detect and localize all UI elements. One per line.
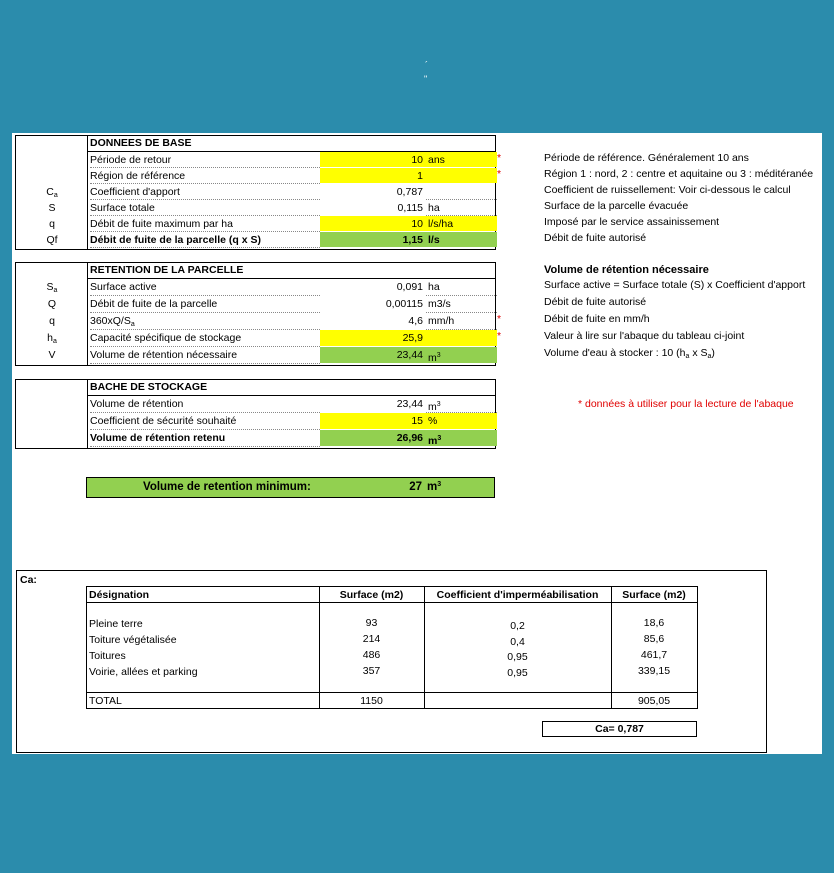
base-unit — [426, 168, 497, 183]
bache-title: BACHE DE STOCKAGE — [90, 381, 208, 393]
base-title: DONNEES DE BASE — [90, 137, 192, 149]
ca-header-designation: Désignation — [89, 589, 150, 601]
retention-asterisk: * — [497, 330, 502, 342]
retention-row — [16, 279, 495, 296]
minimum-box — [86, 477, 495, 498]
ca-row-designation: Toitures — [89, 650, 126, 662]
base-note: Période de référence. Généralement 10 ans — [544, 152, 749, 164]
ca-row-coefficient: 0,95 — [507, 667, 528, 679]
retention-value: 23,44 — [320, 347, 426, 363]
retention-symbol: $S_a$ — [46, 281, 58, 294]
retention-unit: $m^3$ — [426, 347, 497, 363]
retention-row — [16, 313, 495, 330]
ca-total-weighted: 905,05 — [637, 695, 671, 707]
ca-header-surface-weighted: Surface (m2) — [622, 589, 686, 601]
retention-row — [16, 296, 495, 313]
bache-row — [16, 430, 495, 447]
base-value: 0,115 — [397, 202, 423, 214]
retention-row — [16, 347, 495, 364]
retention-note: Volume d'eau à stocker : 10 ($h_a$ x $S_a$) — [544, 347, 715, 360]
retention-table — [15, 262, 496, 366]
base-asterisk: * — [497, 152, 502, 164]
retention-unit — [426, 330, 497, 346]
base-label: Coefficient d'apport — [90, 184, 320, 200]
top-mark-2: " — [424, 74, 428, 84]
base-row — [16, 216, 495, 232]
retention-label: $360xQ/S_a$ — [90, 313, 320, 330]
retention-symbol: q — [49, 315, 55, 327]
base-unit: ha — [426, 200, 497, 216]
base-note: Coefficient de ruissellement: Voir ci-dessous le calcul — [544, 184, 791, 196]
ca-row-weighted-surface: 18,6 — [643, 617, 665, 629]
base-symbol: $C_a$ — [46, 186, 58, 199]
top-mark-1: ´ — [425, 60, 428, 70]
minimum-unit: $m^3$ — [427, 481, 442, 493]
base-row — [16, 200, 495, 216]
retention-label: Surface active — [90, 279, 320, 296]
base-value: 0,787 — [396, 186, 423, 198]
base-label: Période de retour — [90, 152, 320, 168]
retention-value: 4,6 — [408, 315, 423, 327]
base-symbol: Qf — [46, 234, 58, 246]
retention-note: Débit de fuite en mm/h — [544, 313, 650, 325]
bache-table — [15, 379, 496, 449]
minimum-label: Volume de retention minimum: — [143, 481, 311, 493]
bache-value: 26,96 — [320, 430, 426, 446]
ca-total-label: TOTAL — [89, 695, 122, 707]
ca-row-surface: 486 — [362, 649, 381, 661]
base-row — [16, 168, 495, 184]
base-label: Région de référence — [90, 168, 320, 184]
base-unit: l/s/ha — [426, 216, 497, 231]
bache-row — [16, 396, 495, 413]
ca-row-weighted-surface: 85,6 — [643, 633, 665, 645]
ca-result: Ca= 0,787 — [542, 721, 697, 737]
ca-row-coefficient: 0,95 — [507, 651, 528, 663]
base-unit: ans — [426, 152, 497, 167]
ca-row-designation: Pleine terre — [89, 618, 143, 630]
bache-unit: $m^3$ — [426, 396, 497, 413]
base-unit: l/s — [426, 232, 497, 247]
ca-row-coefficient: 0,4 — [510, 636, 525, 648]
base-value: 1,15 — [320, 232, 426, 247]
abaque-footnote: * données à utiliser pour la lecture de l'abaque — [578, 398, 794, 410]
ca-header-coefficient: Coefficient d'imperméabilisation — [436, 589, 599, 601]
bache-unit: $m^3$ — [426, 430, 497, 446]
ca-box — [16, 570, 767, 753]
retention-symbol: Q — [47, 298, 57, 310]
ca-box-label: Ca: — [20, 574, 37, 586]
bache-unit: % — [426, 413, 497, 429]
base-symbol: S — [48, 202, 56, 214]
retention-unit: ha — [426, 279, 497, 296]
minimum-value: 27 — [409, 481, 422, 493]
retention-row — [16, 330, 495, 347]
base-note: Débit de fuite autorisé — [544, 232, 647, 244]
bache-label: Volume de rétention — [90, 396, 320, 413]
bache-row — [16, 413, 495, 430]
ca-total-surface: 1150 — [360, 695, 383, 707]
retention-value: 0,00115 — [385, 298, 423, 310]
bache-value: 23,44 — [396, 398, 423, 410]
bache-label: Coefficient de sécurité souhaité — [90, 413, 320, 430]
retention-value: 25,9 — [320, 330, 426, 346]
retention-note: Débit de fuite autorisé — [544, 296, 647, 308]
base-symbol: q — [49, 218, 55, 230]
ca-row-coefficient: 0,2 — [510, 620, 525, 632]
retention-note: Valeur à lire sur l'abaque du tableau ci-joint — [544, 330, 745, 342]
retention-label: Volume de rétention nécessaire — [90, 347, 320, 364]
retention-note: Surface active = Surface totale (S) x Coefficient d'apport — [544, 279, 806, 291]
bache-value: 15 — [320, 413, 426, 429]
ca-row-weighted-surface: 339,15 — [637, 665, 671, 677]
bache-label: Volume de rétention retenu — [90, 430, 320, 447]
retention-value: 0,091 — [396, 281, 423, 293]
base-note: Région 1 : nord, 2 : centre et aquitaine ou 3 : méditéranée — [544, 168, 814, 180]
retention-label: Capacité spécifique de stockage — [90, 330, 320, 347]
base-unit — [426, 184, 497, 200]
ca-row-surface: 214 — [362, 633, 381, 645]
ca-row-designation: Voirie, allées et parking — [89, 666, 198, 678]
retention-side-title: Volume de rétention nécessaire — [544, 264, 709, 276]
base-label: Surface totale — [90, 200, 320, 216]
retention-symbol: V — [48, 349, 56, 361]
base-label: Débit de fuite de la parcelle (q x S) — [90, 232, 320, 248]
retention-asterisk: * — [497, 313, 502, 325]
base-row — [16, 184, 495, 200]
retention-unit: mm/h — [426, 313, 497, 330]
retention-symbol: $h_a$ — [47, 332, 57, 345]
base-note: Surface de la parcelle évacuée — [544, 200, 689, 212]
base-value: 10 — [320, 152, 426, 167]
base-row — [16, 152, 495, 168]
ca-header-surface: Surface (m2) — [339, 589, 404, 601]
ca-table — [86, 586, 698, 709]
ca-row-surface: 93 — [365, 617, 378, 629]
base-asterisk: * — [497, 168, 502, 180]
ca-row-designation: Toiture végétalisée — [89, 634, 177, 646]
base-value: 10 — [320, 216, 426, 231]
retention-unit: m3/s — [426, 296, 497, 313]
base-table — [15, 135, 496, 250]
ca-row-weighted-surface: 461,7 — [640, 649, 668, 661]
base-value: 1 — [320, 168, 426, 183]
base-note: Imposé par le service assainissement — [544, 216, 720, 228]
ca-row-surface: 357 — [362, 665, 381, 677]
retention-label: Débit de fuite de la parcelle — [90, 296, 320, 313]
base-label: Débit de fuite maximum par ha — [90, 216, 320, 232]
retention-title: RETENTION DE LA PARCELLE — [90, 264, 244, 276]
base-row — [16, 232, 495, 248]
